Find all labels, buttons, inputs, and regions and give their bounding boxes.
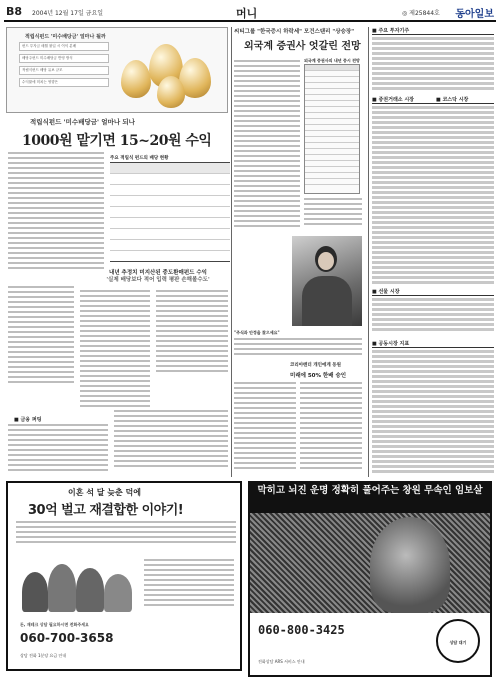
column-divider	[231, 27, 232, 477]
right-story-kicker: 씨티그룹 "한국증시 하락세" 모건스탠리 "상승장"	[234, 29, 355, 35]
ad-tagline: 돈, 재테크 상담 필요하시면 전화주세요	[20, 622, 89, 627]
right-story-body	[234, 60, 300, 230]
ad-footer: 상담 전화 1분당 요금 안내	[20, 653, 67, 658]
market-title-kosdaq: ■ 코스닥 시장	[436, 97, 469, 103]
caption-text	[234, 338, 362, 358]
graphic-list-item: 적립식펀드 배당 유보 규모	[19, 66, 109, 75]
graphic-list	[19, 42, 109, 90]
sub-story-headline-right: 미래에 50% 한배 승인	[290, 373, 347, 379]
market-table-futures	[372, 295, 494, 335]
ad-people-photo	[18, 558, 138, 613]
advertisement-left[interactable]	[6, 481, 242, 671]
graphic-list-item: 배당주펀드 미수배당금 반영 방식	[19, 54, 109, 63]
sub-story-body-2	[300, 382, 362, 472]
ad-body-text	[16, 521, 236, 545]
graphic-list-item: 펀드 투자금 매월 불입 시 이익 분배	[19, 42, 109, 51]
forecast-table	[304, 64, 360, 194]
story-body-text	[8, 152, 104, 272]
page-number: B8	[6, 5, 23, 18]
ad-right-title: 막히고 뇌진 운명 정확히 풀어주는 창원 무속인 임보살	[250, 483, 490, 513]
ad-right-portrait	[370, 517, 450, 613]
ad-headline-1: 이혼 석 달 늦춘 덕에	[68, 488, 141, 497]
ad-side-text	[144, 559, 234, 609]
issue-number: ◎ 제25844호	[402, 10, 440, 17]
market-title-investors: ■ 주요 투자기주	[372, 28, 410, 34]
fund-graphic-box	[6, 27, 228, 113]
market-table-exchange	[372, 103, 494, 283]
body-text-col2	[80, 290, 150, 410]
graphic-title: 적립식펀드 '미수배당금' 얼마나 될까	[25, 34, 106, 40]
dividend-table	[110, 162, 230, 262]
section-title: 머니	[236, 7, 258, 20]
market-title-exchange: ■ 증권거래소 시장	[372, 97, 415, 103]
advertisement-right[interactable]	[248, 481, 492, 677]
notice-text	[8, 424, 108, 474]
story-kicker: 적립식펀드 '미수배당금' 얼마나 되나	[30, 118, 135, 126]
ad-phone-number: 060-700-3658	[20, 631, 114, 645]
body-text-col3	[156, 290, 228, 375]
table-title: 주요 적립식 펀드의 배당 현황	[110, 156, 169, 161]
person-photo	[292, 236, 362, 326]
right-story-body-2	[304, 198, 362, 228]
page-date: 2004년 12월 17일 금요일	[32, 10, 104, 17]
ad-right-footer: 전화상담 ARS 서비스 안내	[258, 659, 305, 664]
graphic-list-item: 수익률에 미치는 영향은	[19, 78, 109, 87]
golden-eggs-illustration	[113, 36, 221, 110]
forecast-table-title: 외국계 증권사의 내년 증시 전망	[304, 58, 360, 63]
page-header	[4, 4, 496, 22]
market-table-investors	[372, 34, 494, 92]
ad-right-badge: 상담 대기	[436, 619, 480, 663]
sub-kicker-line2: '실제 배당보다 적어 입력 평판 손해볼수도'	[106, 277, 210, 283]
notice-label: ■ 금융 퍼팅	[14, 417, 42, 423]
market-title-indicators: ■ 공동시장 지표	[372, 341, 410, 347]
ad-right-phone-number: 060-800-3425	[258, 623, 345, 637]
photo-caption: "주식과 안정을 찾으세요"	[234, 330, 280, 335]
market-title-futures: ■ 선물 시장	[372, 289, 400, 295]
story-headline: 1000원 맡기면 15~20원 수익	[22, 133, 212, 149]
market-table-indicators	[372, 347, 494, 475]
right-story-headline: 외국계 증권사 엇갈린 전망	[244, 41, 361, 52]
column-divider	[368, 27, 369, 477]
sub-story-kicker-right: 코리아텐더 개인에게 동원	[290, 363, 341, 368]
body-text-bottom	[114, 410, 228, 470]
masthead-logo: 동아일보	[455, 9, 494, 20]
sub-story-body-1	[234, 382, 296, 472]
sub-story-kicker	[66, 270, 250, 284]
body-text-col1	[8, 286, 74, 386]
sub-kicker-line1: 내년 추정치 미지산된 중도환매펀드 수익	[109, 270, 207, 276]
ad-headline-2: 30억 벌고 재결합한 이야기!	[28, 503, 184, 518]
